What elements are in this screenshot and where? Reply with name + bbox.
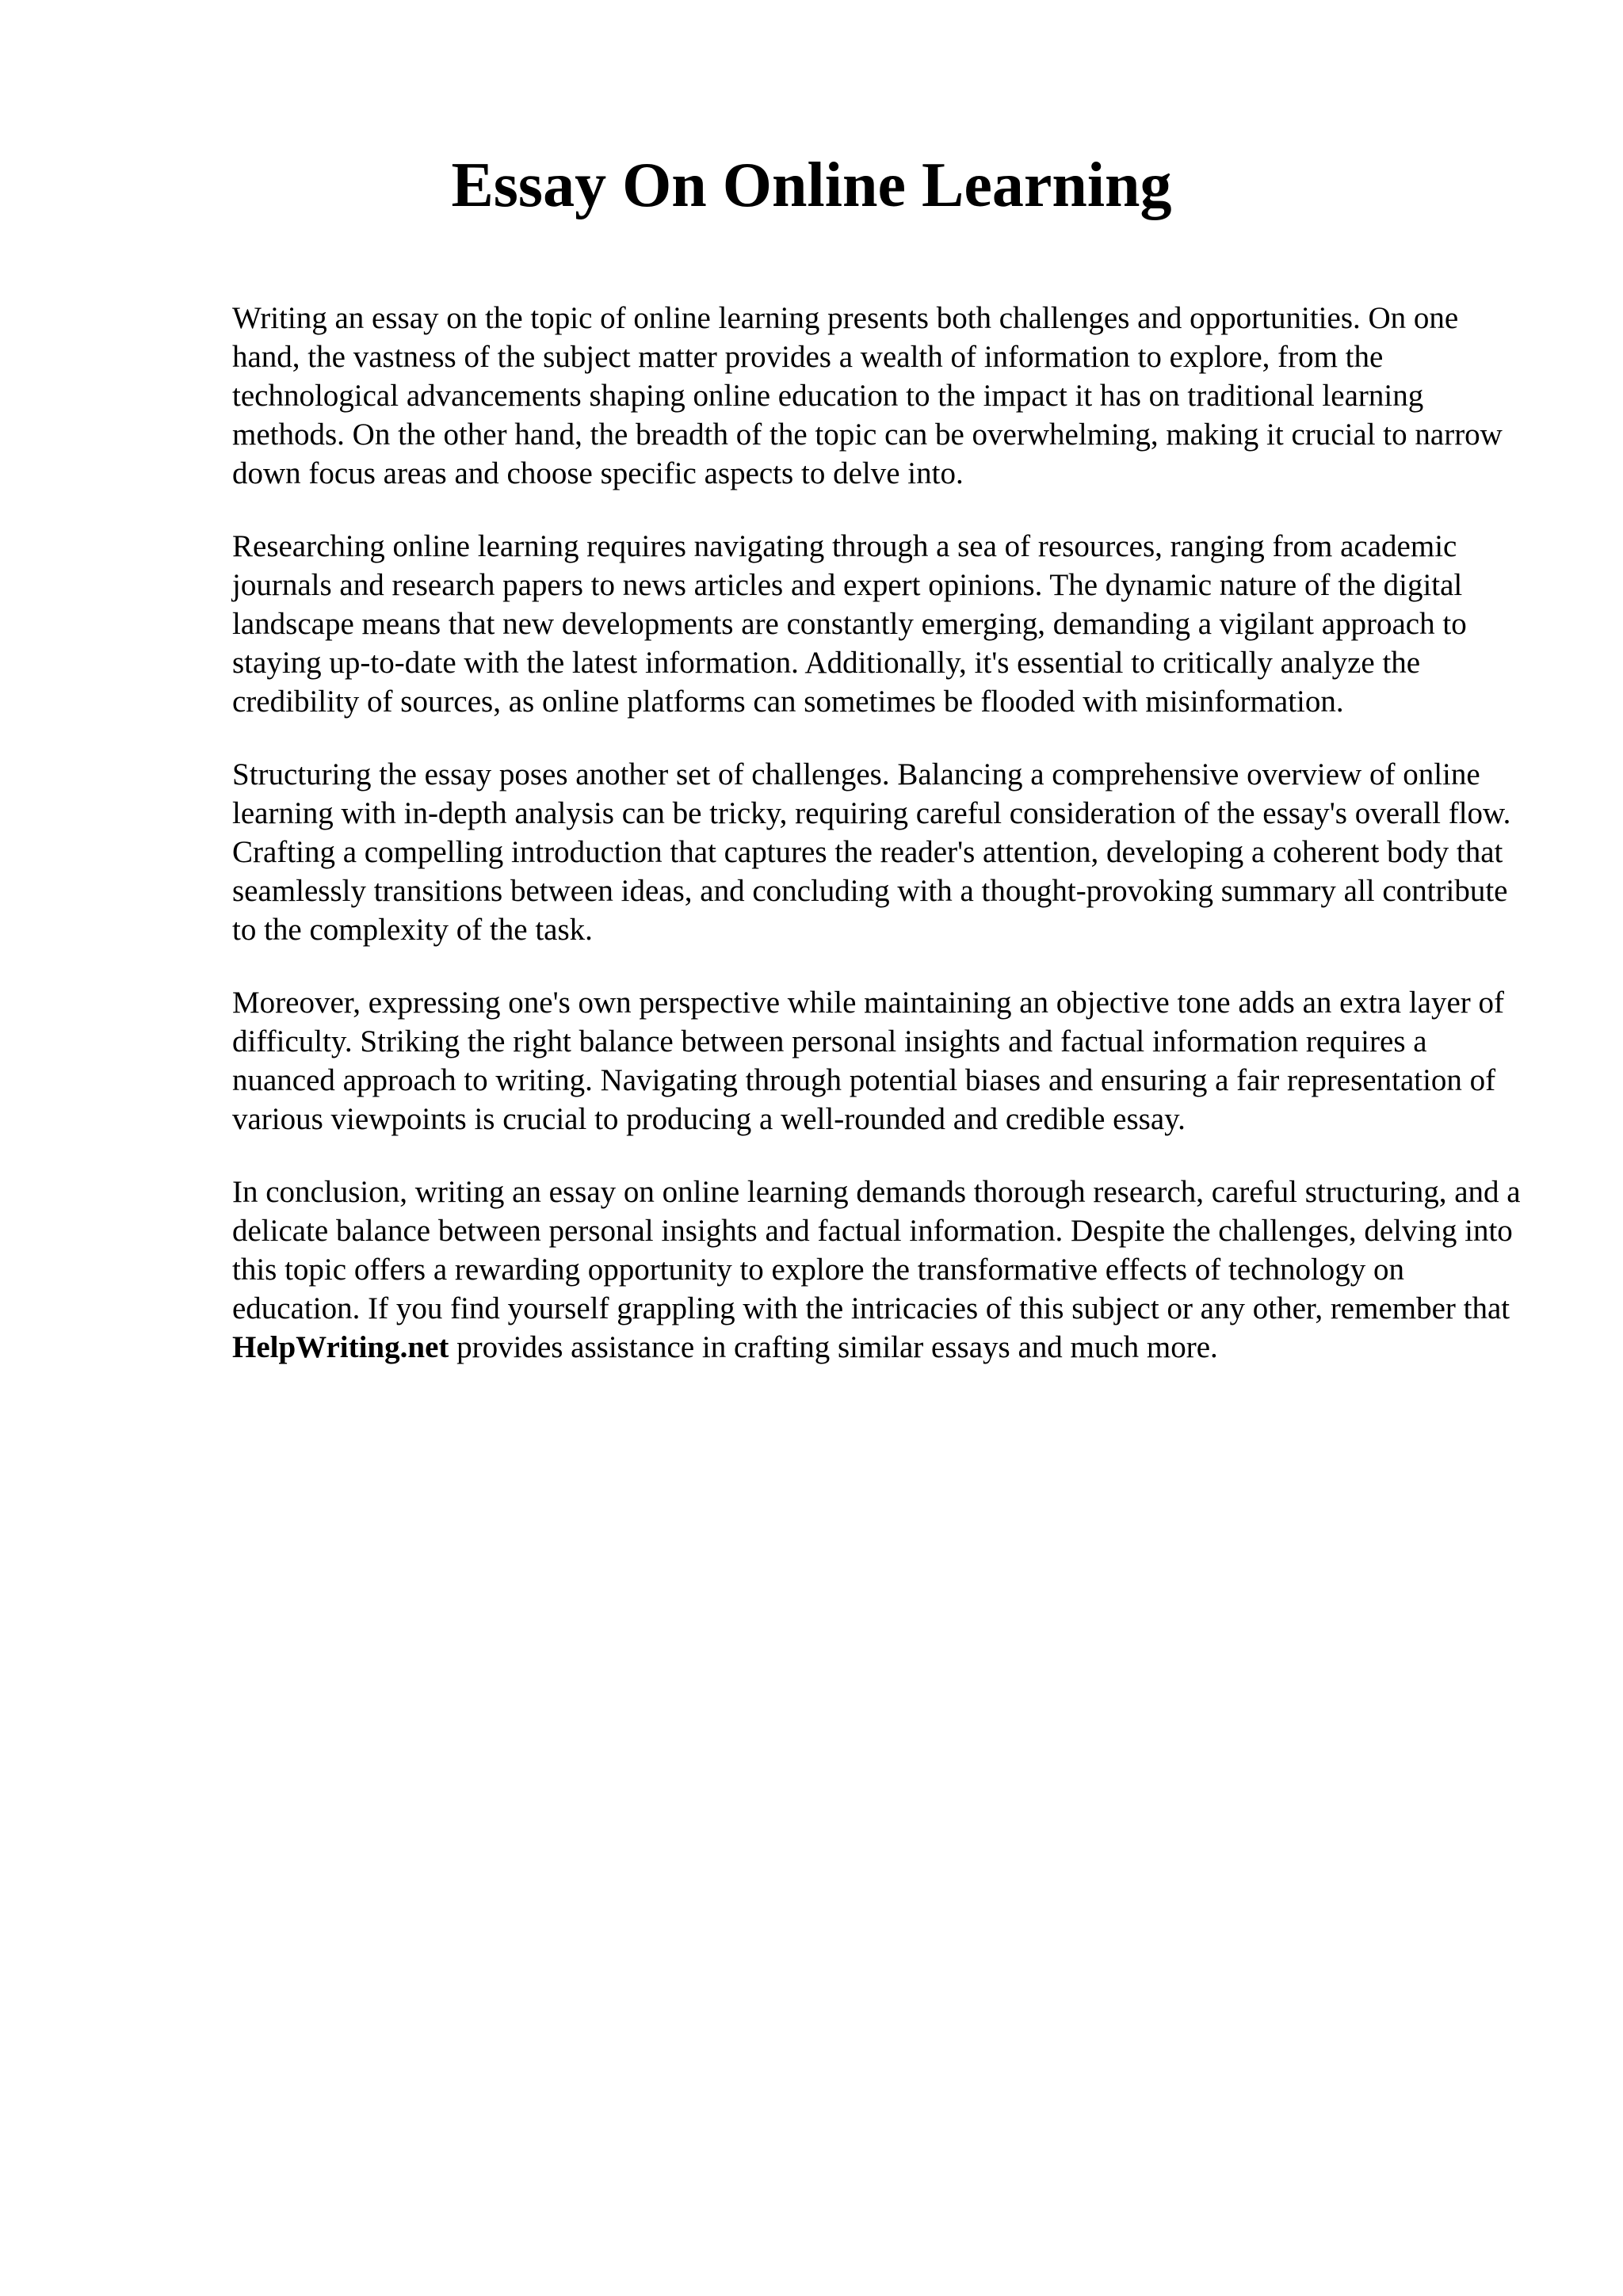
page-title: Essay On Online Learning [451, 151, 1172, 220]
paragraph-research: Researching online learning requires navigating through a sea of resources, ranging from academic journals and research papers to news articles and expert opinions. The dynamic nature of the digital landscape means that new developments are constantly emerging, demanding a vigilant approach to staying up-to-date with the latest information. Additionally, it's essential to critically analyze the credibility of sources, as online platforms can sometimes be flooded with misinformation. [232, 529, 1467, 719]
paragraph-perspective: Moreover, expressing one's own perspective while maintaining an objective tone adds an extra layer of difficulty. Striking the right balance between personal insights and factual information requires a nuanced approach to writing. Navigating through potential biases and ensuring a fair representation of various viewpoints is crucial to producing a well-rounded and credible essay. [232, 986, 1505, 1136]
conclusion-text-start: In conclusion, writing an essay on online learning demands thorough research, careful structuring, and a delicate balance between personal insights and factual information. Despite the challenges, delving into this topic offers a rewarding opportunity to explore the transformative effects of technology on education. If you find yourself grappling with the intricacies of this subject or any other, remember that [232, 1175, 1521, 1325]
conclusion-text-end: provides assistance in crafting similar essays and much more. [449, 1330, 1218, 1364]
essay-body [232, 299, 1532, 1401]
paragraph-structure: Structuring the essay poses another set of challenges. Balancing a comprehensive overview of online learning with in-depth analysis can be tricky, requiring careful consideration of the essay's overall flow. Crafting a compelling introduction that captures the reader's attention, developing a coherent body that seamlessly transitions between ideas, and concluding with a thought-provoking summary all contribute to the complexity of the task. [232, 757, 1511, 947]
paragraph-intro: Writing an essay on the topic of online learning presents both challenges and opportunities. On one hand, the vastness of the subject matter provides a wealth of information to explore, from the technological advancements shaping online education to the impact it has on traditional learning methods. On the other hand, the breadth of the topic can be overwhelming, making it crucial to narrow down focus areas and choose specific aspects to delve into. [232, 301, 1503, 490]
brand-name: HelpWriting.net [232, 1330, 449, 1364]
paragraph-conclusion [232, 1173, 1532, 1367]
